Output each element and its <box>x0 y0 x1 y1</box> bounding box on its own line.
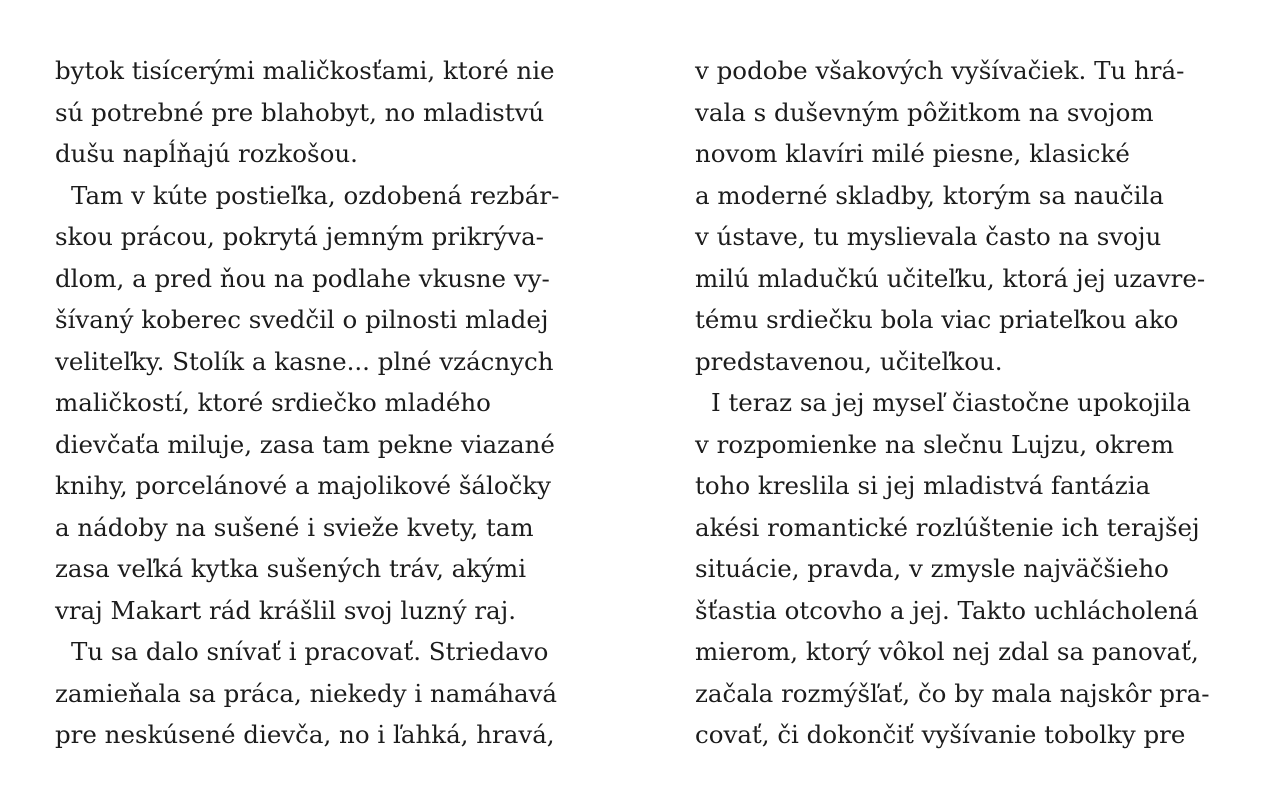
text-line: mierom, ktorý vôkol nej zdal sa panovať, <box>695 637 1199 666</box>
text-line: v podobe všakových vyšívačiek. Tu hrá- <box>695 56 1185 85</box>
text-line: dušu napĺňajú rozkošou. <box>55 139 358 168</box>
text-line: vraj Makart rád krášlil svoj luzný raj. <box>55 595 517 625</box>
text-line: veliteľky. Stolík a kasne... plné vzácnych <box>55 346 554 376</box>
text-line: bytok tisícerými maličkosťami, ktoré nie <box>55 56 555 85</box>
text-line: skou prácou, pokrytá jemným prikrýva- <box>55 222 544 251</box>
text-line: šívaný koberec svedčil o pilnosti mladej <box>55 305 549 334</box>
text-line: akési romantické rozlúštenie ich terajšej <box>695 512 1200 542</box>
text-line: a moderné skladby, ktorým sa naučila <box>695 180 1164 210</box>
text-line: vala s duševným pôžitkom na svojom <box>695 97 1154 127</box>
text-line: šťastia otcovho a jej. Takto uchlácholená <box>695 595 1199 625</box>
text-line: sú potrebné pre blahobyt, no mladistvú <box>55 97 545 127</box>
left-page-text <box>55 50 615 756</box>
text-line: v ústave, tu myslievala často na svoju <box>695 222 1162 251</box>
text-line: a nádoby na sušené i svieže kvety, tam <box>55 512 534 542</box>
text-line: situácie, pravda, v zmysle najväčšieho <box>695 554 1169 583</box>
text-line: knihy, porcelánové a majolikové šáločky <box>55 471 552 500</box>
text-line: v rozpomienke na slečnu Lujzu, okrem <box>695 429 1175 459</box>
text-line: začala rozmýšľať, čo by mala najskôr pra- <box>695 678 1210 708</box>
text-line: tému srdiečku bola viac priateľkou ako <box>695 305 1179 334</box>
text-line: toho kreslila si jej mladistvá fantázia <box>695 471 1151 500</box>
text-line: novom klavíri milé piesne, klasické <box>695 139 1130 168</box>
right-page-text <box>695 50 1255 756</box>
text-line: pre neskúsené dievča, no i ľahká, hravá, <box>55 720 555 749</box>
text-line: maličkostí, ktoré srdiečko mladého <box>55 388 491 417</box>
text-line: milú mladučkú učiteľku, ktorá jej uzavre- <box>695 263 1206 293</box>
text-line: zasa veľká kytka sušených tráv, akými <box>55 554 527 583</box>
text-line: dlom, a pred ňou na podlahe vkusne vy- <box>55 263 550 293</box>
text-line: I teraz sa jej myseľ čiastočne upokojila <box>711 388 1191 417</box>
text-line: dievčaťa miluje, zasa tam pekne viazané <box>55 429 555 459</box>
text-line: Tu sa dalo snívať i pracovať. Striedavo <box>71 637 549 666</box>
text-line: Tam v kúte postieľka, ozdobená rezbár- <box>71 180 560 210</box>
text-line: zamieňala sa práca, niekedy i namáhavá <box>55 678 558 708</box>
text-line: predstavenou, učiteľkou. <box>695 346 1003 376</box>
text-line: covať, či dokončiť vyšívanie tobolky pre <box>695 720 1186 749</box>
